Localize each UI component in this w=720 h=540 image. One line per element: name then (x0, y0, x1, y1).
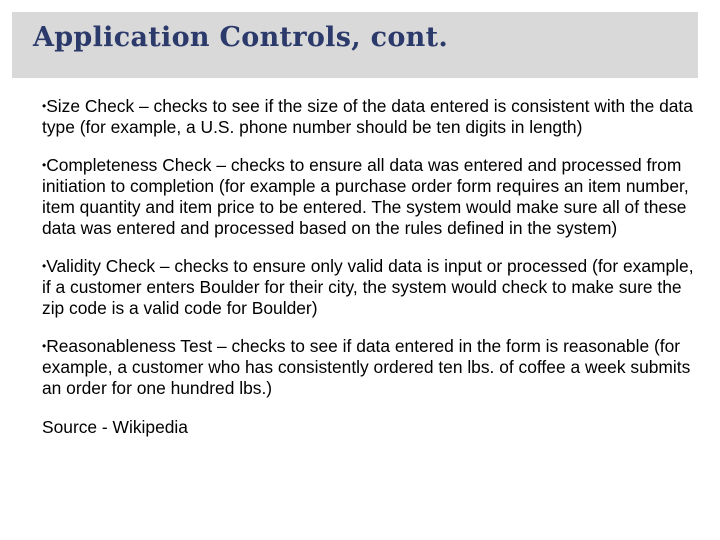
bullet-completeness-check-text: Completeness Check – checks to ensure all data was entered and processed from initiation to completion (for example a purchase order form requires an item number, item quantity and item price to be entered. The system would make sure all of these data was entered and processed based on the rules defined in the system) (42, 155, 689, 238)
bullet-glyph: • (42, 339, 47, 353)
bullet-glyph: • (42, 99, 47, 113)
bullet-validity-check-text: Validity Check – checks to ensure only valid data is input or processed (for example, if a customer enters Boulder for their city, the system would check to make sure the zip code is a valid code for Boulder) (42, 256, 694, 318)
slide-content (42, 96, 702, 438)
bullet-glyph: • (42, 158, 47, 172)
bullet-size-check-text: Size Check – checks to see if the size of the data entered is consistent with the data type (for example, a U.S. phone number should be ten digits in length) (42, 96, 693, 137)
bullet-validity-check (42, 256, 702, 319)
bullet-reasonableness-test-text: Reasonableness Test – checks to see if data entered in the form is reasonable (for example, a customer who has consistently ordered ten lbs. of coffee a week submits an order for one hundred lbs.) (42, 336, 691, 398)
source-note: Source - Wikipedia (42, 417, 188, 437)
bullet-completeness-check (42, 155, 702, 239)
slide-title: Application Controls, cont. (33, 22, 449, 53)
bullet-reasonableness-test (42, 336, 702, 399)
title-band (12, 12, 698, 78)
bullet-size-check (42, 96, 702, 138)
bullet-glyph: • (42, 259, 47, 273)
